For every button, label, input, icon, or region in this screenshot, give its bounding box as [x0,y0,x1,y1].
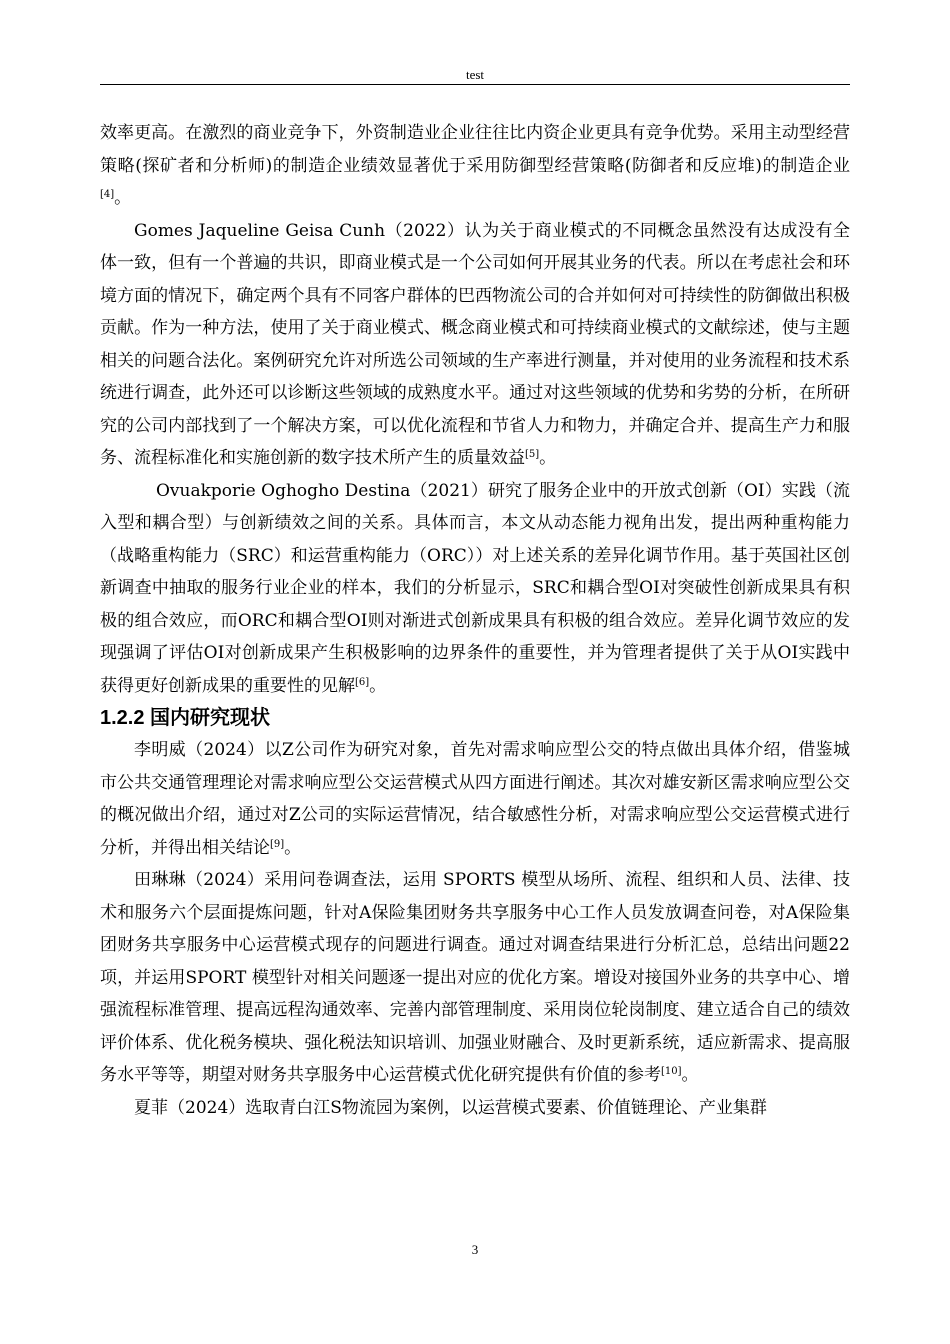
paragraph: 李明威（2024）以Z公司作为研究对象，首先对需求响应型公交的特点做出具体介绍，借鉴城市公共交通管理理论对需求响应型公交运营模式从四方面进行阐述。其次对雄安新区需求响应型公交的概况做出介绍，通过对Z公司的实际运营情况，结合敏感性分析，对需求响应型公交运营模式进行分析，并得出相关结论[9]。 [100,740,850,858]
section-heading: 1.2.2 国内研究现状 [100,707,271,729]
paragraph: 田琳琳（2024）采用问卷调查法，运用 SPORTS 模型从场所、流程、组织和人员、法律、技术和服务六个层面提炼问题，针对A保险集团财务共享服务中心工作人员发放调查问卷，对A保险集团财务共享服务中心运营模式现存的问题进行调查。通过对调查结果进行分析汇总，总结出问题22项，并运用SPORT 模型针对相关问题逐一提出对应的优化方案。增设对接国外业务的共享中心、增强流程标准管理、提高远程沟通效率、完善内部管理制度、采用岗位轮岗制度、建立适合自己的绩效评价体系、优化税务模块、强化税法知识培训、加强业财融合、及时更新系统，适应新需求、提高服务水平等等，期望对财务共享服务中心运营模式优化研究提供有价值的参考[10]。 [100,870,850,1085]
citation: [4] [100,189,115,200]
header-divider [100,84,850,85]
citation: [9] [270,838,285,850]
citation: [10] [661,1066,682,1077]
page-header: test [465,67,485,82]
paragraph: 夏菲（2024）选取青白江S物流园为案例，以运营模式要素、价值链理论、产业集群 [134,1097,767,1118]
document-body [100,117,850,1124]
page-number: 3 [471,1242,479,1257]
citation: [5] [525,449,540,460]
paragraph: Gomes Jaqueline Geisa Cunh（2022）认为关于商业模式的不同概念虽然没有达成没有全体一致，但有一个普遍的共识，即商业模式是一个公司如何开展其业务的代表。所以在考虑社会和环境方面的情况下，确定两个具有不同客户群体的巴西物流公司的合并如何对可持续性的防御做出积极贡献。作为一种方法，使用了关于商业模式、概念商业模式和可持续商业模式的文献综述，使与主题相关的问题合法化。案例研究允许对所选公司领域的生产率进行测量，并对使用的业务流程和技术系统进行调查，此外还可以诊断这些领域的成熟度水平。通过对这些领域的优势和劣势的分析，在所研究的公司内部找到了一个解决方案，可以优化流程和节省人力和物力，并确定合并、提高生产力和服务、流程标准化和实施创新的数字技术所产生的质量效益[5]。 [100,220,850,468]
paragraph: Ovuakporie Oghogho Destina（2021）研究了服务企业中的开放式创新（OI）实践（流入型和耦合型）与创新绩效之间的关系。具体而言，本文从动态能力视角出发，提出两种重构能力（战略重构能力（SRC）和运营重构能力（ORC））对上述关系的差异化调节作用。基于英国社区创新调查中抽取的服务行业企业的样本，我们的分析显示，SRC和耦合型OI对突破性创新成果具有积极的组合效应，而ORC和耦合型OI则对渐进式创新成果具有积极的组合效应。差异化调节效应的发现强调了评估OI对创新成果产生积极影响的边界条件的重要性，并为管理者提供了关于从OI实践中获得更好创新成果的重要性的见解[6]。 [100,480,850,696]
citation: [6] [355,676,370,688]
paragraph: 效率更高。在激烈的商业竞争下，外资制造业企业往往比内资企业更具有竞争优势。采用主动型经营策略(探矿者和分析师)的制造企业绩效显著优于采用防御型经营策略(防御者和反应堆)的制造企业[4]。 [100,123,850,208]
